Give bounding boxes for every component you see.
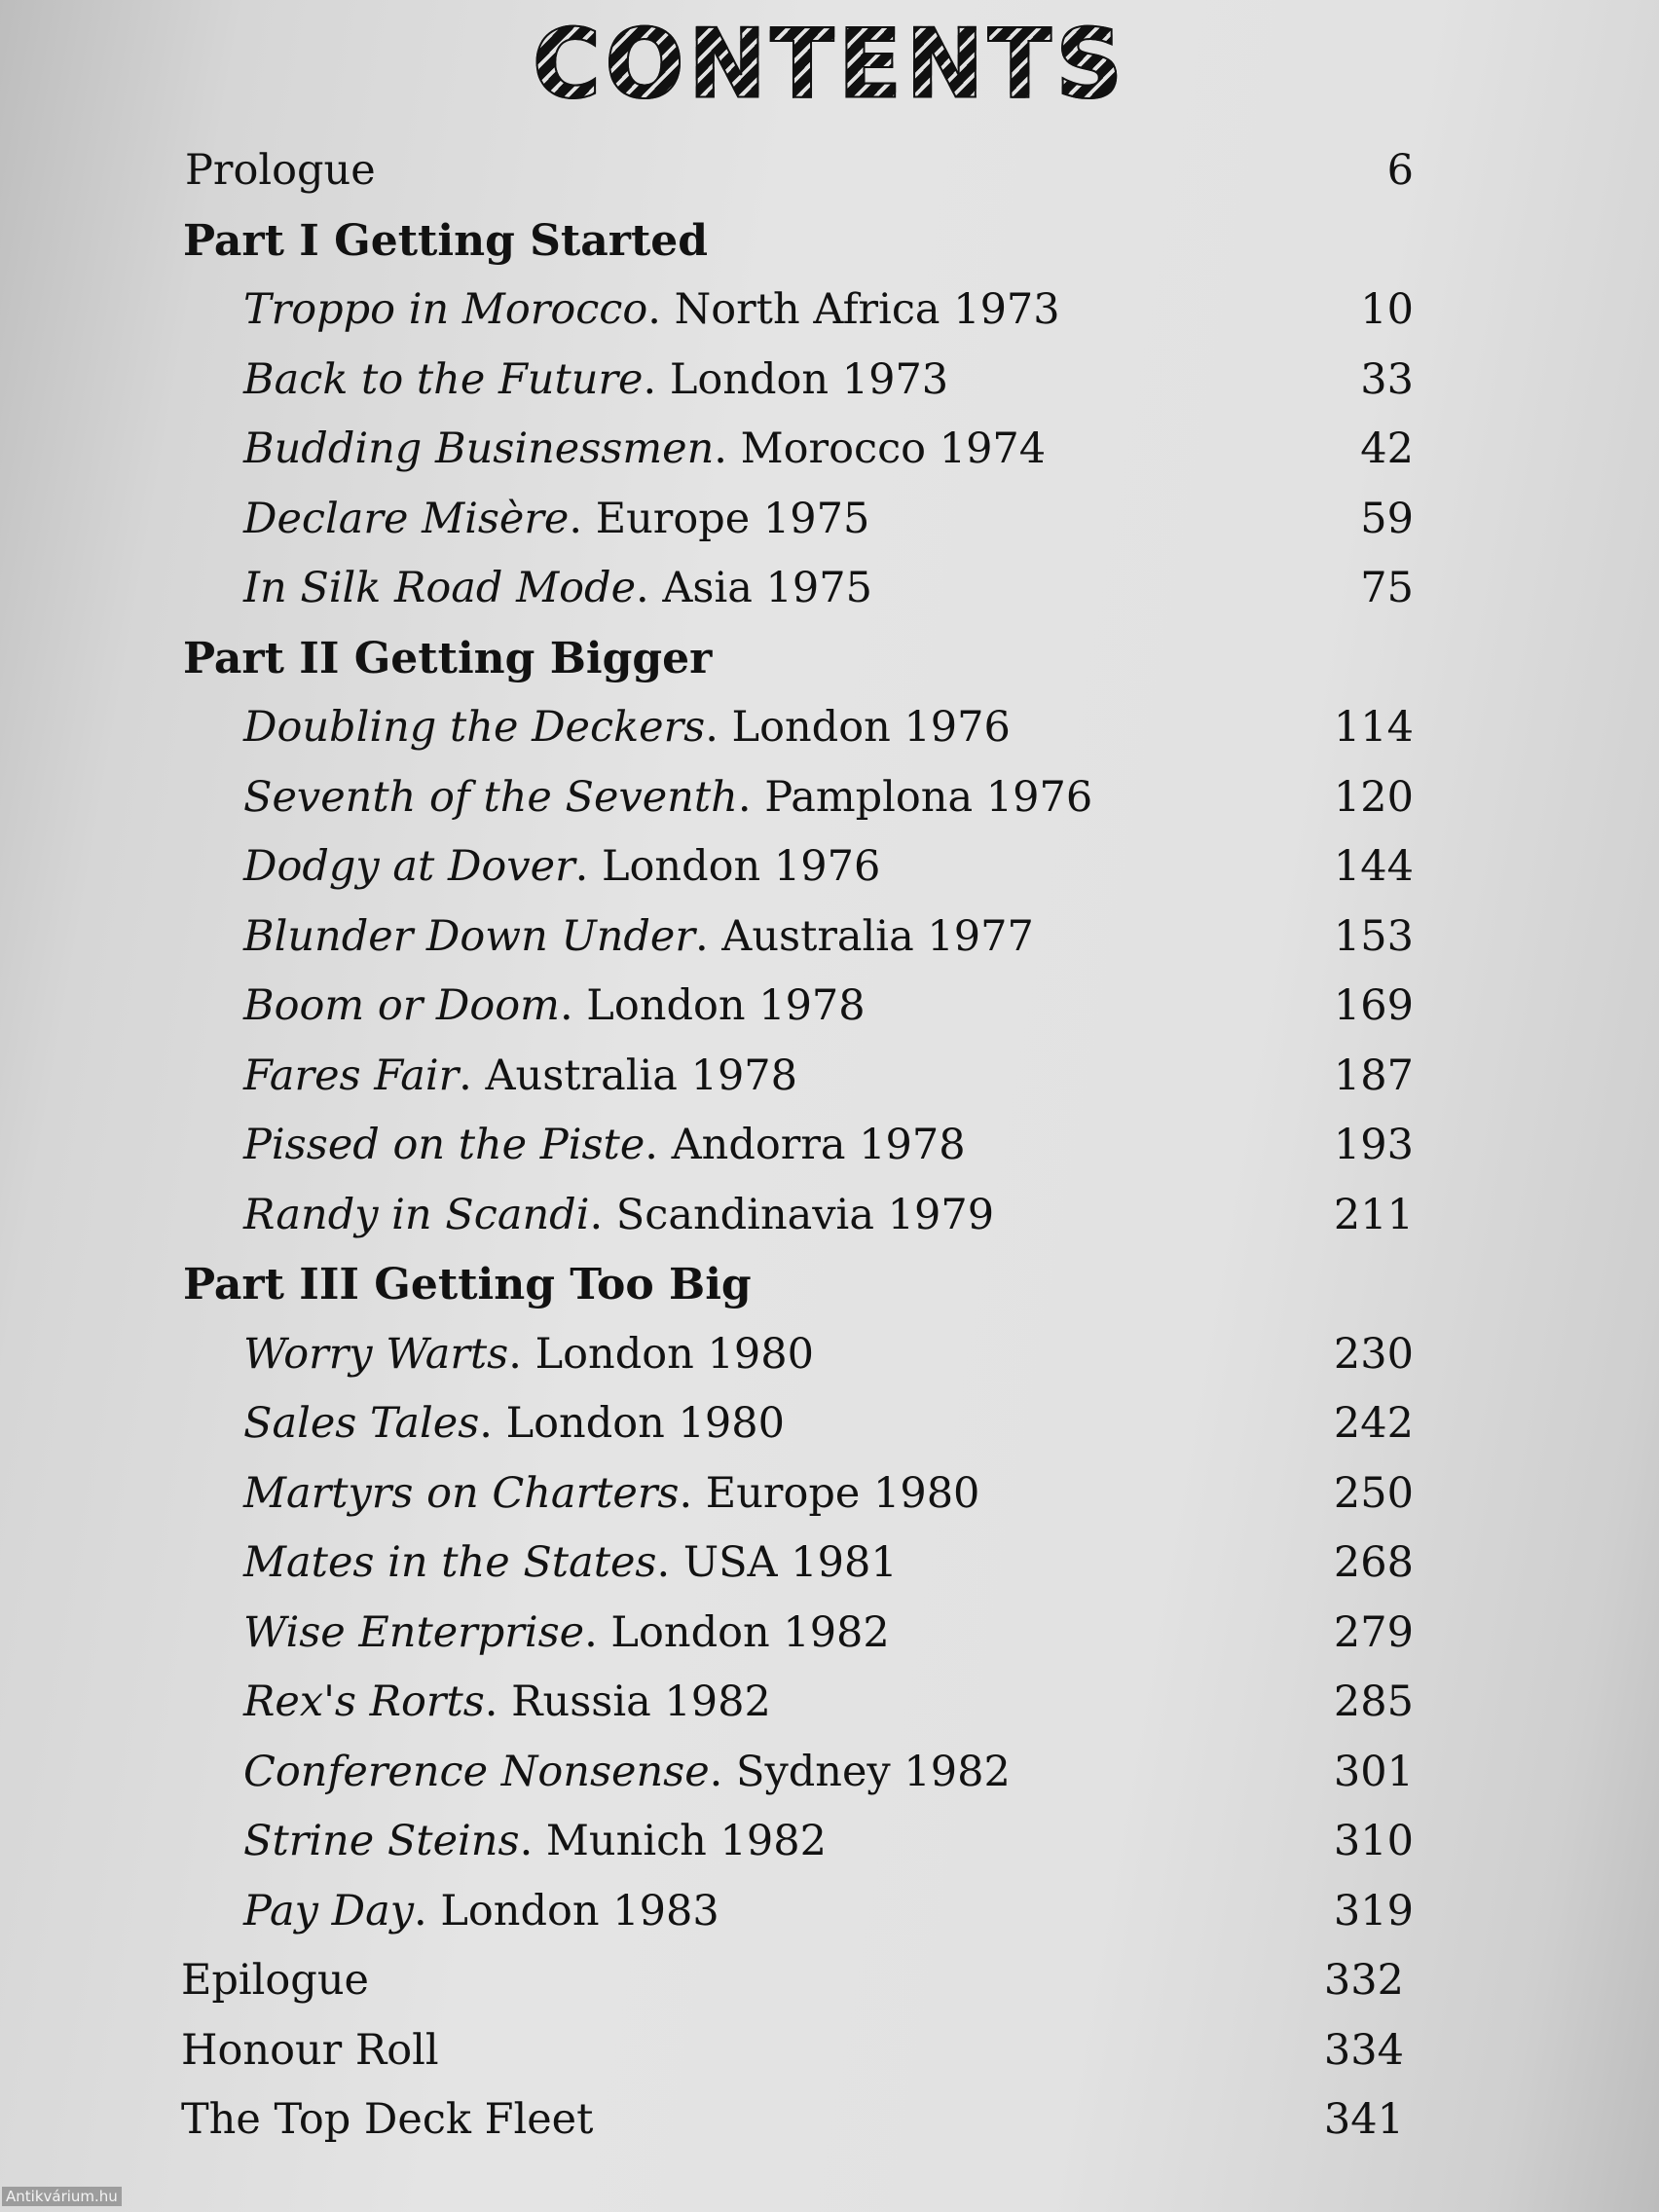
chapter-place: . North Africa 1973 [647,285,1060,334]
contents-heading [0,8,1659,121]
toc-row-chapter[interactable] [0,972,1659,1042]
chapter-title: Dodgy at Dover [243,842,575,891]
chapter-place: . London 1980 [479,1399,785,1448]
chapter-label [243,1807,827,1877]
chapter-title: Conference Nonsense [243,1747,710,1796]
toc-row-top-deck-fleet[interactable] [0,2085,1659,2156]
toc-page-number: 268 [1333,1538,1414,1587]
chapter-label [243,1320,814,1390]
chapter-title: Rex's Rorts [243,1677,485,1726]
part-title: Part I Getting Started [183,215,709,266]
toc-page-number: 230 [1333,1329,1414,1379]
toc-page-number: 59 [1360,494,1414,543]
chapter-label [243,346,948,416]
chapter-place: . Scandinavia 1979 [589,1190,995,1239]
toc-page-number: 250 [1333,1468,1414,1518]
toc-row-epilogue[interactable] [0,1946,1659,2016]
chapter-title: Pay Day [243,1886,415,1936]
chapter-place: . Andorra 1978 [645,1121,966,1169]
toc-page-number: 120 [1333,772,1414,822]
toc-row-chapter[interactable] [0,485,1659,555]
chapter-place: . Munich 1982 [519,1817,827,1865]
toc-page-number: 334 [1323,2025,1404,2075]
chapter-place: . Europe 1980 [679,1468,980,1518]
chapter-label [243,554,872,624]
chapter-place: . London 1980 [508,1329,814,1379]
chapter-place: . London 1982 [584,1607,890,1657]
chapter-place: . USA 1981 [656,1538,898,1587]
toc-page-number: 332 [1323,1956,1404,2005]
toc-row-prologue[interactable] [0,136,1659,206]
chapter-title: Boom or Doom [243,981,560,1030]
chapter-label [243,1181,994,1251]
chapter-label [243,693,1011,763]
toc-page-number: 242 [1333,1399,1414,1448]
toc-row-chapter[interactable] [0,554,1659,624]
toc-row-chapter[interactable] [0,276,1659,346]
chapter-label [243,1042,797,1112]
toc-page-number: 193 [1333,1121,1414,1169]
part-heading [0,624,1659,694]
toc-page-number: 153 [1333,911,1414,961]
chapter-title: Declare Misère [243,494,570,543]
toc-row-chapter[interactable] [0,1529,1659,1599]
chapter-place: . London 1976 [574,842,881,891]
toc-row-chapter[interactable] [0,1668,1659,1738]
chapter-title: Seventh of the Seventh [243,772,738,822]
part-title: Part III Getting Too Big [183,1260,752,1309]
chapter-title: Fares Fair [243,1051,460,1100]
toc-entry-label: Epilogue [181,1956,369,2005]
chapter-place: . London 1973 [643,354,949,404]
toc-row-chapter[interactable] [0,903,1659,973]
chapter-place: . Pamplona 1976 [737,772,1093,822]
toc-row-chapter[interactable] [0,1877,1659,1947]
chapter-place: . Australia 1977 [694,911,1034,961]
chapter-label [243,1668,771,1738]
contents-heading-text: CONTENTS [532,8,1127,121]
toc-page-number: 279 [1333,1607,1414,1657]
chapter-place: . Asia 1975 [636,564,872,612]
chapter-label [243,1529,898,1599]
chapter-title: Troppo in Morocco [243,285,648,334]
toc-row-chapter[interactable] [0,415,1659,485]
toc-row-chapter[interactable] [0,763,1659,833]
toc-entry-label: Prologue [185,146,376,195]
toc-page-number: 42 [1360,424,1414,473]
toc-row-chapter[interactable] [0,1320,1659,1390]
toc-row-chapter[interactable] [0,1807,1659,1877]
chapter-place: . Sydney 1982 [709,1747,1011,1796]
toc-page-number: 187 [1333,1051,1414,1100]
chapter-place: . London 1983 [414,1886,719,1936]
chapter-label [243,972,866,1042]
toc-row-chapter[interactable] [0,693,1659,763]
toc-row-chapter[interactable] [0,1459,1659,1530]
toc-row-chapter[interactable] [0,1111,1659,1181]
toc-row-chapter[interactable] [0,832,1659,903]
chapter-place: . Morocco 1974 [714,424,1047,473]
table-of-contents [0,136,1659,2156]
chapter-label [243,832,880,903]
chapter-title: Pissed on the Piste [243,1121,645,1169]
chapter-title: Doubling the Deckers [243,703,706,752]
chapter-place: . London 1976 [705,703,1011,752]
toc-row-chapter[interactable] [0,346,1659,416]
chapter-label [243,1389,785,1459]
toc-row-chapter[interactable] [0,1042,1659,1112]
chapter-title: Martyrs on Charters [243,1468,680,1518]
part-heading [0,1250,1659,1320]
chapter-place: . London 1978 [559,981,866,1030]
toc-page-number: 33 [1360,354,1414,404]
toc-page-number: 319 [1333,1886,1414,1936]
chapter-label [243,1459,979,1530]
toc-row-chapter[interactable] [0,1389,1659,1459]
toc-page-number: 6 [1386,146,1414,195]
toc-page-number: 310 [1333,1817,1414,1865]
toc-entry-label: The Top Deck Fleet [181,2095,594,2144]
chapter-place: . Europe 1975 [569,494,870,543]
chapter-place: . Russia 1982 [484,1677,771,1726]
part-heading [0,206,1659,276]
chapter-label [243,1877,719,1947]
toc-row-honour-roll[interactable] [0,2016,1659,2086]
chapter-label [243,903,1034,973]
chapter-title: Randy in Scandi [243,1190,590,1239]
toc-row-chapter[interactable] [0,1599,1659,1669]
chapter-title: Budding Businessmen [243,424,715,473]
toc-page-number: 169 [1333,981,1414,1030]
toc-page-number: 285 [1333,1677,1414,1726]
chapter-place: . Australia 1978 [459,1051,798,1100]
chapter-title: Sales Tales [243,1399,480,1448]
chapter-label [243,276,1060,346]
toc-page-number: 211 [1333,1190,1414,1239]
chapter-label [243,1599,890,1669]
toc-page-number: 301 [1333,1747,1414,1796]
source-watermark: Antikvárium.hu [2,2187,122,2206]
chapter-label [243,1738,1011,1808]
toc-row-chapter[interactable] [0,1181,1659,1251]
chapter-title: Worry Warts [243,1329,509,1379]
chapter-label [243,485,869,555]
toc-page-number: 144 [1333,842,1414,891]
chapter-title: Wise Enterprise [243,1607,585,1657]
chapter-label [243,415,1046,485]
chapter-title: In Silk Road Mode [243,564,637,612]
chapter-title: Blunder Down Under [243,911,695,961]
toc-page-number: 10 [1360,285,1414,334]
toc-page-number: 341 [1323,2095,1404,2144]
part-title: Part II Getting Bigger [183,633,713,683]
chapter-title: Strine Steins [243,1817,520,1865]
chapter-label [243,763,1092,833]
toc-entry-label: Honour Roll [181,2025,439,2075]
toc-page-number: 75 [1360,564,1414,612]
chapter-label [243,1111,966,1181]
chapter-title: Back to the Future [243,354,644,404]
toc-page-number: 114 [1333,703,1414,752]
toc-row-chapter[interactable] [0,1738,1659,1808]
chapter-title: Mates in the States [243,1538,657,1587]
